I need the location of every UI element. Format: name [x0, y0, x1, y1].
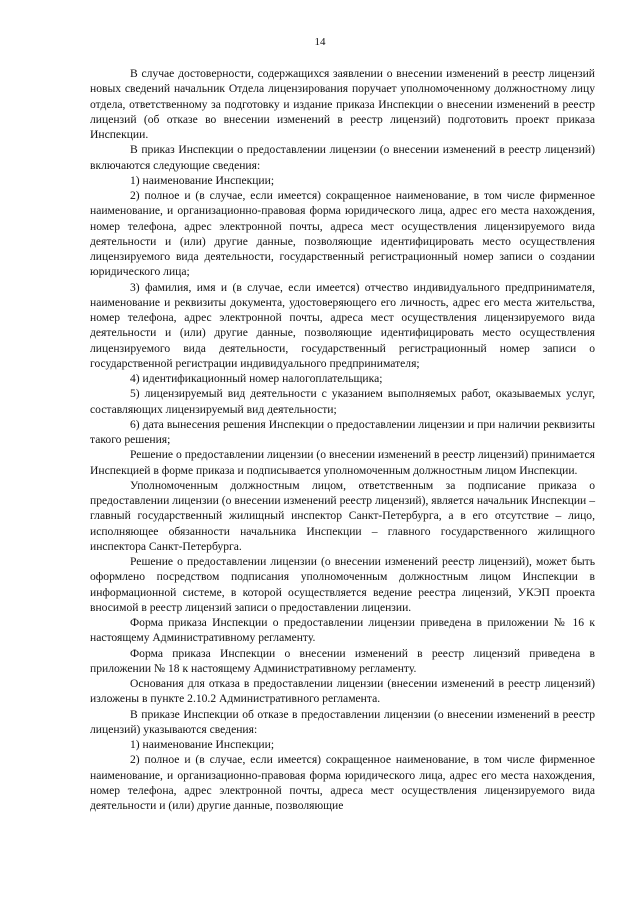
paragraph: В приказ Инспекции о предоставлении лицензии (о внесении изменений в реестр лицензий) включаются следующие сведения:	[90, 143, 595, 172]
paragraph: Уполномоченным должностным лицом, ответственным за подписание приказа о предоставлении лицензии (о внесении изменений реестр лицензий), является начальник Инспекции – главный государственный жилищный инспектор Санкт-Петербурга, а в его отсутствие – лицо, исполняющее обязанности начальника Инспекции – главного государственного жилищного инспектора Санкт-Петербурга.	[90, 478, 595, 553]
paragraph: 2) полное и (в случае, если имеется) сокращенное наименование, в том числе фирменное наименование, и организационно-правовая форма юридического лица, адрес его места нахождения, номер телефона, адрес электронной почты, адреса мест осуществления лицензируемого вида деятельности и (или) другие данные, позволяющие идентифицировать место осуществления лицензируемого вида деятельности, государственный регистрационный номер записи о создании юридического лица;	[90, 189, 595, 279]
paragraph: 3) фамилия, имя и (в случае, если имеется) отчество индивидуального предпринимателя, наименование и реквизиты документа, удостоверяющего его личность, адрес его места жительства, номер телефона, адрес электронной почты, адреса мест осуществления лицензируемого вида деятельности и (или) другие данные, позволяющие идентифицировать место осуществления лицензируемого вида деятельности, государственный регистрационный номер записи о государственной регистрации индивидуального предпринимателя;	[90, 280, 595, 370]
paragraph: Форма приказа Инспекции о предоставлении лицензии приведена в приложении № 16 к настоящему Административному регламенту.	[90, 616, 595, 645]
document-body	[90, 66, 595, 813]
paragraph: Форма приказа Инспекции о внесении изменений в реестр лицензий приведена в приложении № 18 к настоящему Административному регламенту.	[90, 646, 595, 675]
paragraph: 1) наименование Инспекции;	[130, 738, 275, 751]
paragraph: В случае достоверности, содержащихся заявлении о внесении изменений в реестр лицензий новых сведений начальник Отдела лицензирования поручает уполномоченному должностному лицу отдела, ответственному за подготовку и издание приказа Инспекции о внесении изменений в реестр лицензий (об отказе во внесении изменений в реестр лицензий) подготовить проект приказа Инспекции.	[90, 67, 595, 141]
page-number: 14	[314, 36, 326, 48]
paragraph: 6) дата вынесения решения Инспекции о предоставлении лицензии и при наличии реквизиты такого решения;	[90, 417, 595, 446]
paragraph: 4) идентификационный номер налогоплательщика;	[130, 372, 383, 385]
paragraph: 1) наименование Инспекции;	[130, 173, 275, 187]
paragraph: 2) полное и (в случае, если имеется) сокращенное наименование, в том числе фирменное наименование, и организационно-правовая форма юридического лица, адрес его места нахождения, номер телефона, адрес электронной почты, адреса мест осуществления лицензируемого вида деятельности и (или) другие данные, позволяющие	[90, 753, 595, 812]
paragraph: 5) лицензируемый вид деятельности с указанием выполняемых работ, оказываемых услуг, составляющих лицензируемый вид деятельности;	[90, 387, 595, 416]
paragraph: В приказе Инспекции об отказе в предоставлении лицензии (о внесении изменений в реестр лицензий) указываются сведения:	[90, 707, 595, 736]
paragraph: Основания для отказа в предоставлении лицензии (внесении изменений в реестр лицензий) изложены в пункте 2.10.2 Административного регламента.	[90, 677, 595, 706]
paragraph: Решение о предоставлении лицензии (о внесении изменений реестр лицензий), может быть оформлено посредством подписания уполномоченным должностным лицом Инспекции в информационной системе, в которой осуществляется ведение реестра лицензий, УКЭП проекта вносимой в реестр лицензий записи о предоставлении лицензии.	[90, 555, 595, 614]
paragraph: Решение о предоставлении лицензии (о внесении изменений в реестр лицензий) принимается Инспекцией в форме приказа и подписывается уполномоченным должностным лицом Инспекции.	[90, 448, 595, 477]
